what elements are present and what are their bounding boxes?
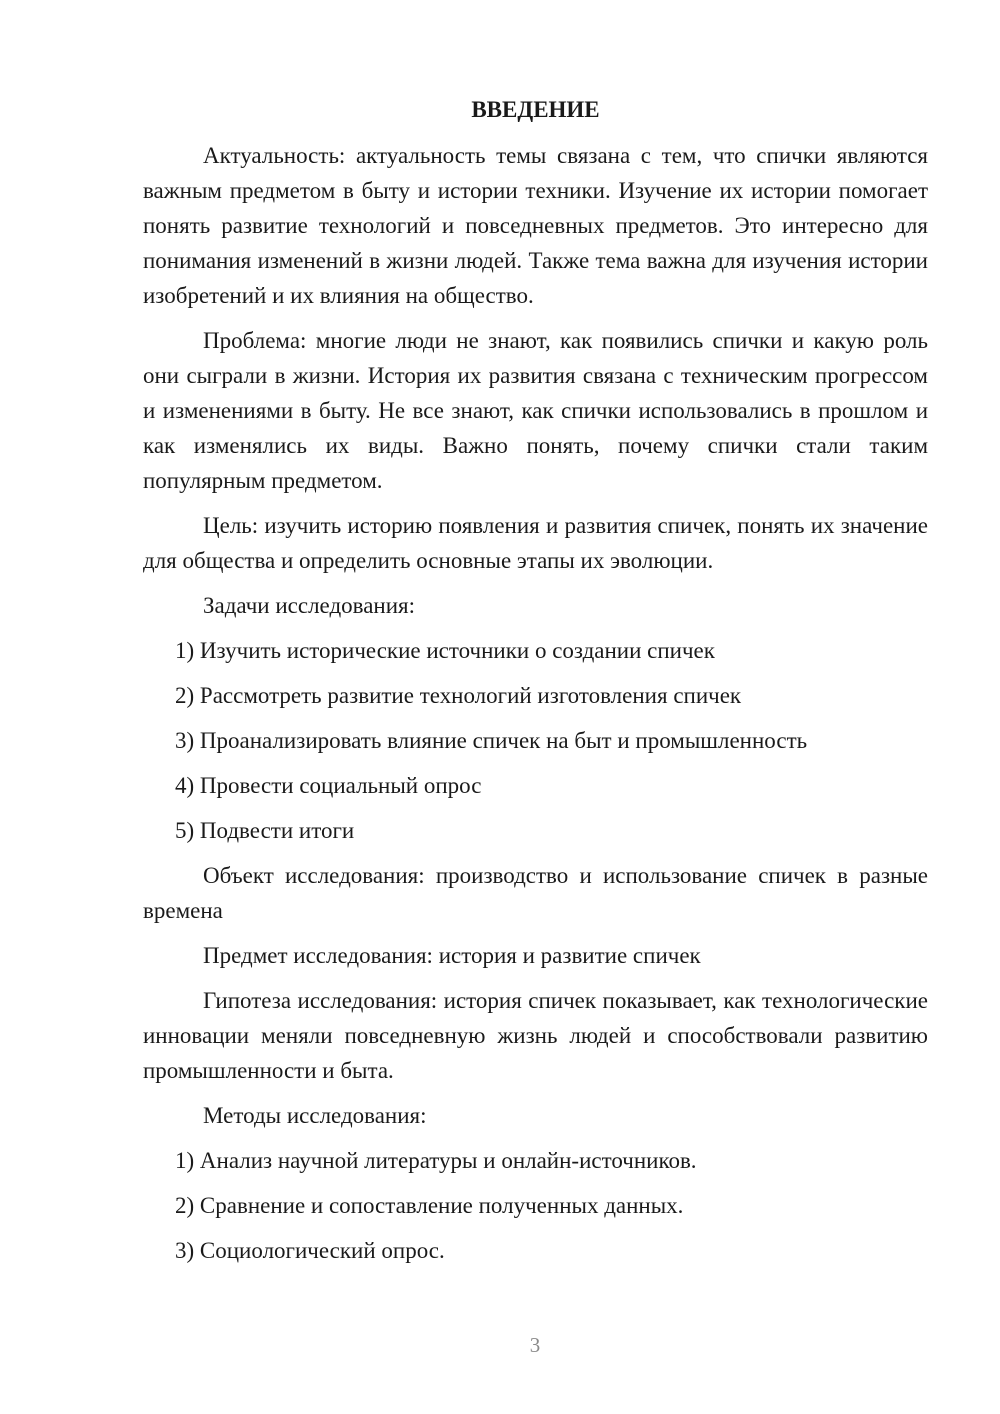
tasks-list [143, 633, 928, 848]
task-item: 3) Проанализировать влияние спичек на быт и промышленность [175, 728, 808, 753]
subject-paragraph: Предмет исследования: история и развитие спичек [203, 943, 701, 968]
task-item: 5) Подвести итоги [175, 818, 355, 843]
method-item: 2) Сравнение и сопоставление полученных данных. [175, 1193, 684, 1218]
task-item: 4) Провести социальный опрос [175, 773, 482, 798]
method-item: 1) Анализ научной литературы и онлайн-источников. [175, 1148, 697, 1173]
methods-list [143, 1143, 928, 1268]
method-item: 3) Социологический опрос. [175, 1238, 445, 1263]
task-item: 1) Изучить исторические источники о создании спичек [175, 638, 715, 663]
hypothesis-paragraph: Гипотеза исследования: история спичек показывает, как технологические инновации меняли повседневную жизнь людей и способствовали развитию промышленности и быта. [143, 988, 928, 1083]
methods-heading: Методы исследования: [203, 1103, 427, 1128]
document-page [143, 92, 928, 1278]
relevance-paragraph: Актуальность: актуальность темы связана с тем, что спички являются важным предметом в быту и истории техники. Изучение их истории помогает понять развитие технологий и повседневных предметов. Это интересно для понимания изменений в жизни людей. Также тема важна для изучения истории изобретений и их влияния на общество. [143, 143, 928, 308]
problem-paragraph: Проблема: многие люди не знают, как появились спички и какую роль они сыграли в жизни. История их развития связана с техническим прогрессом и изменениями в быту. Не все знают, как спички использовались в прошлом и как изменялись их виды. Важно понять, почему спички стали таким популярным предметом. [143, 328, 928, 493]
object-paragraph: Объект исследования: производство и использование спичек в разные времена [143, 863, 928, 923]
page-title: ВВЕДЕНИЕ [471, 97, 600, 122]
goal-paragraph: Цель: изучить историю появления и развития спичек, понять их значение для общества и определить основные этапы их эволюции. [143, 513, 928, 573]
tasks-heading: Задачи исследования: [203, 593, 416, 618]
task-item: 2) Рассмотреть развитие технологий изготовления спичек [175, 683, 742, 708]
page-number: 3 [529, 1333, 541, 1357]
